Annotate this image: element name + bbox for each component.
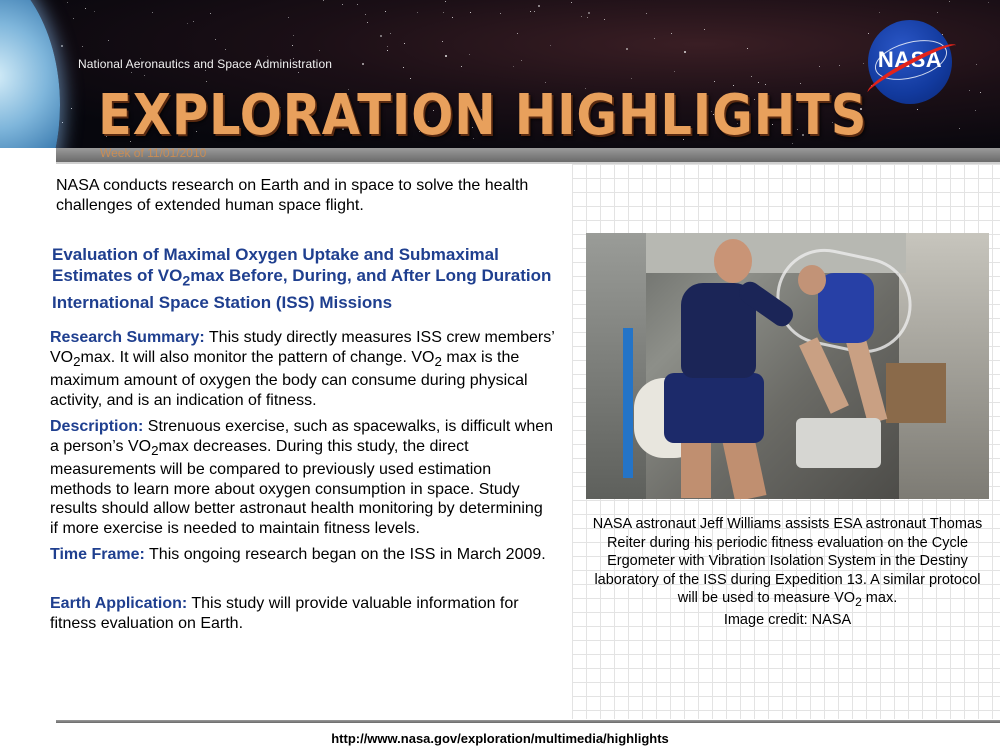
star xyxy=(969,90,970,91)
star xyxy=(152,12,153,13)
time-frame xyxy=(50,545,555,565)
star xyxy=(403,67,404,68)
star xyxy=(387,46,388,47)
star xyxy=(684,51,686,53)
star xyxy=(937,12,938,13)
star xyxy=(975,110,976,111)
star xyxy=(470,12,471,13)
star xyxy=(654,38,655,39)
photo-rack xyxy=(886,363,946,423)
star xyxy=(517,33,518,34)
subscript: 2 xyxy=(434,353,442,369)
astronaut-body xyxy=(818,273,874,343)
header-banner xyxy=(0,0,1000,148)
star xyxy=(298,72,299,73)
headline-subscript: 2 xyxy=(182,273,191,290)
astronaut-head xyxy=(798,265,826,295)
star xyxy=(357,4,358,5)
section-text: max. It will also monitor the pattern of change. VO xyxy=(80,348,435,366)
headline-text: Evaluation of Maximal Oxygen Uptake and Submaximal Estimates of VO xyxy=(52,245,499,285)
star xyxy=(550,45,551,46)
star xyxy=(588,12,590,14)
star xyxy=(61,45,63,47)
star xyxy=(365,14,366,15)
star xyxy=(917,109,918,110)
astronaut-leg xyxy=(681,438,711,498)
nasa-logo xyxy=(868,20,952,104)
star xyxy=(367,22,368,23)
star xyxy=(445,1,446,2)
star xyxy=(187,23,188,24)
star xyxy=(868,33,869,34)
photo-panel xyxy=(586,233,646,499)
star xyxy=(417,12,418,13)
star xyxy=(131,72,132,73)
section-text: max is the maximum amount of oxygen the body can consume during physical activity, and is an indication of fitness. xyxy=(50,348,528,409)
article-headline xyxy=(52,244,552,313)
image-credit: Image credit: NASA xyxy=(723,612,852,629)
section-label: Description: xyxy=(50,418,144,435)
subscript: 2 xyxy=(151,442,159,458)
star xyxy=(863,63,864,64)
star xyxy=(704,29,705,30)
agency-name: National Aeronautics and Space Administration xyxy=(78,57,332,71)
astronaut-photo xyxy=(586,233,989,499)
section-text: This ongoing research began on the ISS in March 2009. xyxy=(144,546,546,563)
star xyxy=(534,11,535,12)
footer-link[interactable]: http://www.nasa.gov/exploration/multimedia/highlights xyxy=(331,731,669,746)
star xyxy=(82,46,83,47)
star xyxy=(469,54,470,55)
star xyxy=(988,2,989,3)
astronaut-shorts xyxy=(664,373,764,443)
star xyxy=(206,81,207,82)
photo-tube xyxy=(623,328,633,478)
headline-text-cont: max Before, During, and After Long Duration International Space Station (ISS) Missions xyxy=(52,266,552,313)
research-summary xyxy=(50,328,555,410)
star xyxy=(85,8,86,9)
earth-application xyxy=(50,594,555,633)
star xyxy=(530,11,531,12)
star xyxy=(714,81,715,82)
week-label: Week of 11/01/2010 xyxy=(100,146,207,160)
star xyxy=(571,2,572,3)
star xyxy=(604,19,605,20)
star xyxy=(73,18,74,19)
footer-divider xyxy=(56,720,1000,723)
star xyxy=(210,13,211,14)
star xyxy=(362,63,364,65)
star xyxy=(521,60,522,61)
star xyxy=(144,75,145,76)
star xyxy=(445,55,447,57)
caption-text: max. xyxy=(861,590,898,606)
caption-text: NASA astronaut Jeff Williams assists ESA astronaut Thomas Reiter during his periodic fitness evaluation on the Cycle Ergometer with Vibration Isolation System in the Destiny laboratory of the ISS during Expedition 13. A similar protocol will be used to measure VO xyxy=(592,516,983,606)
star xyxy=(442,41,443,42)
star xyxy=(879,12,880,13)
star xyxy=(67,2,68,3)
intro-text: NASA conducts research on Earth and in space to solve the health challenges of extended human space flight. xyxy=(56,177,529,214)
star xyxy=(293,35,294,36)
earth-globe-image xyxy=(0,0,60,148)
star xyxy=(108,40,109,41)
subscript: 2 xyxy=(855,594,862,609)
star xyxy=(94,11,95,12)
star xyxy=(225,49,226,50)
logo-text: NASA xyxy=(877,47,943,72)
star xyxy=(410,78,411,79)
star xyxy=(587,17,588,18)
star xyxy=(461,66,462,67)
section-label: Time Frame: xyxy=(50,546,145,563)
subscript: 2 xyxy=(73,353,81,369)
section-text: This study will provide valuable information for fitness evaluation on Earth. xyxy=(50,595,519,632)
photo-caption xyxy=(586,515,989,630)
star xyxy=(976,64,977,65)
star xyxy=(581,16,582,17)
ergometer xyxy=(796,418,881,468)
star xyxy=(839,65,840,66)
star xyxy=(747,48,748,49)
star xyxy=(71,108,72,109)
star xyxy=(62,122,63,123)
star xyxy=(385,11,386,12)
star xyxy=(193,21,194,22)
star xyxy=(342,4,343,5)
star xyxy=(390,33,391,34)
star xyxy=(452,17,453,18)
description xyxy=(50,417,555,538)
banner-title: EXPLORATION HIGHLIGHTS xyxy=(98,83,868,148)
star xyxy=(674,71,675,72)
star xyxy=(980,92,981,93)
star xyxy=(959,128,960,129)
star xyxy=(319,50,320,51)
astronaut-head xyxy=(714,239,752,283)
star xyxy=(513,66,514,67)
star xyxy=(323,0,324,1)
star xyxy=(215,39,216,40)
section-text: Strenuous exercise, such as spacewalks, is difficult when a person’s VO xyxy=(50,418,554,455)
section-label: Research Summary: xyxy=(50,329,205,346)
star xyxy=(671,33,672,34)
star xyxy=(292,45,293,46)
star xyxy=(646,13,647,14)
star xyxy=(949,1,950,2)
star xyxy=(387,50,388,51)
star xyxy=(819,66,820,67)
star xyxy=(404,43,405,44)
star xyxy=(380,35,382,37)
star xyxy=(500,13,501,14)
star xyxy=(288,17,289,18)
star xyxy=(751,76,752,77)
star xyxy=(443,12,444,13)
star xyxy=(631,78,632,79)
section-text: max decreases. During this study, the direct measurements will be compared to previously used estimation methods to learn more about oxygen consumption in space. Study results should allow better astronaut health monitoring by determining if more exercise is needed to maintain fitness levels. xyxy=(50,437,543,537)
section-text: This study directly measures ISS crew members’ VO xyxy=(50,329,555,366)
star xyxy=(538,5,540,7)
star xyxy=(626,48,628,50)
section-label: Earth Application: xyxy=(50,595,188,612)
footer xyxy=(0,731,1000,746)
